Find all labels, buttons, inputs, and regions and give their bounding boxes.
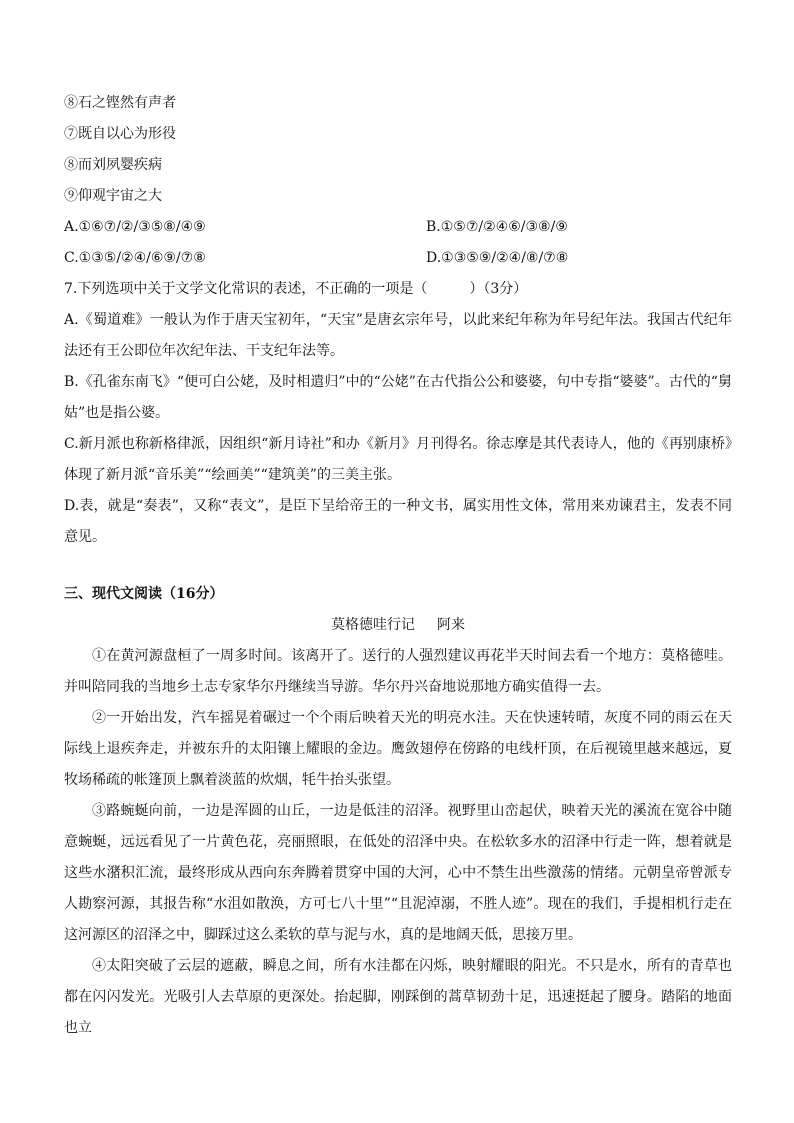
article-paragraph: ②一开始出发，汽车摇晃着碾过一个个雨后映着天光的明亮水洼。天在快速转晴，灰度不同的雨云在天际线上退疾奔走，并被东升的太阳镶上耀眼的金边。鹰敛翅停在傍路的电线杆顶，在后视镜里越来越远，夏牧场稀疏的帐篷顶上飘着淡蓝的炊烟，牦牛抬头张望。 bbox=[64, 710, 732, 788]
document-page bbox=[64, 88, 732, 1044]
article-title: 莫格德哇行记 bbox=[331, 617, 415, 633]
q6-options-row-1 bbox=[64, 212, 732, 243]
list-item: ⑦既自以心为形役 bbox=[64, 126, 176, 142]
article-author: 阿来 bbox=[437, 617, 465, 633]
q6-options-row-2 bbox=[64, 243, 732, 274]
article-paragraph: ③路蜿蜒向前，一边是浑圆的山丘，一边是低洼的沼泽。视野里山峦起伏，映着天光的溪流在宽谷中随意蜿蜒，远远看见了一片黄色花，亮丽照眼，在低处的沼泽中央。在松软多水的沼泽中行走一阵，想着就是这些水潴积汇流，最终形成从西向东奔腾着贯穿中国的大河，心中不禁生出些激荡的情绪。元朝皇帝曾派专人勘察河源，其报告称“水沮如散涣，方可七八十里”“且泥淖溺，不胜人迹”。现在的我们，手提相机行走在这河源区的沼泽之中，脚踩过这么柔软的草与泥与水，真的是地阔天低，思接万里。 bbox=[64, 803, 732, 943]
list-item: ⑨仰观宇宙之大 bbox=[64, 188, 162, 204]
article-paragraph: ④太阳突破了云层的遮蔽，瞬息之间，所有水洼都在闪烁，映射耀眼的阳光。不只是水，所有的青草也都在闪闪发光。光吸引人去草原的更深处。抬起脚，刚踩倒的蒿草韧劲十足，迅速挺起了腰身。踏陷的地面也立 bbox=[64, 958, 732, 1036]
q7-option-b: B.《孔雀东南飞》“便可白公姥，及时相遣归”中的“公姥”在古代指公公和婆婆，句中专指“婆婆”。古代的“舅姑”也是指公婆。 bbox=[64, 374, 732, 421]
q7-option-d: D.表，就是“奏表”，又称“表文”，是臣下呈给帝王的一种文书，属实用性文体，常用来劝谏君主，发表不同意见。 bbox=[64, 498, 732, 545]
q6-option-a: A.①⑥⑦/②/③⑤⑧/④⑨ bbox=[64, 219, 206, 235]
q6-option-b: B.①⑤⑦/②④⑥/③⑧/⑨ bbox=[426, 219, 568, 235]
q6-option-d: D.①③⑤⑨/②④/⑧/⑦⑧ bbox=[426, 250, 569, 266]
q7-option-c: C.新月派也称新格律派，因组织“新月诗社”和办《新月》月刊得名。徐志摩是其代表诗人，他的《再别康桥》体现了新月派“音乐美”“绘画美”“建筑美”的三美主张。 bbox=[64, 436, 732, 483]
article-title-row bbox=[64, 610, 732, 641]
q7-stem: 7.下列选项中关于文学文化常识的表述，不正确的一项是（ ）（3分） bbox=[64, 281, 528, 297]
q7-option-a: A.《蜀道难》一般认为作于唐天宝初年，“天宝”是唐玄宗年号，以此来纪年称为年号纪年法。我国古代纪年法还有王公即位年次纪年法、干支纪年法等。 bbox=[64, 312, 732, 359]
list-item: ⑧而刘夙婴疾病 bbox=[64, 157, 162, 173]
section-heading: 三、现代文阅读（16分） bbox=[64, 586, 224, 602]
list-item: ⑧石之铿然有声者 bbox=[64, 95, 176, 111]
article-paragraph: ①在黄河源盘桓了一周多时间。该离开了。送行的人强烈建议再花半天时间去看一个地方：莫格德哇。并叫陪同我的当地乡土志专家华尔丹继续当导游。华尔丹兴奋地说那地方确实值得一去。 bbox=[64, 648, 732, 695]
section-gap bbox=[64, 553, 732, 579]
q6-option-c: C.①③⑤/②④/⑥⑨/⑦⑧ bbox=[64, 250, 206, 266]
